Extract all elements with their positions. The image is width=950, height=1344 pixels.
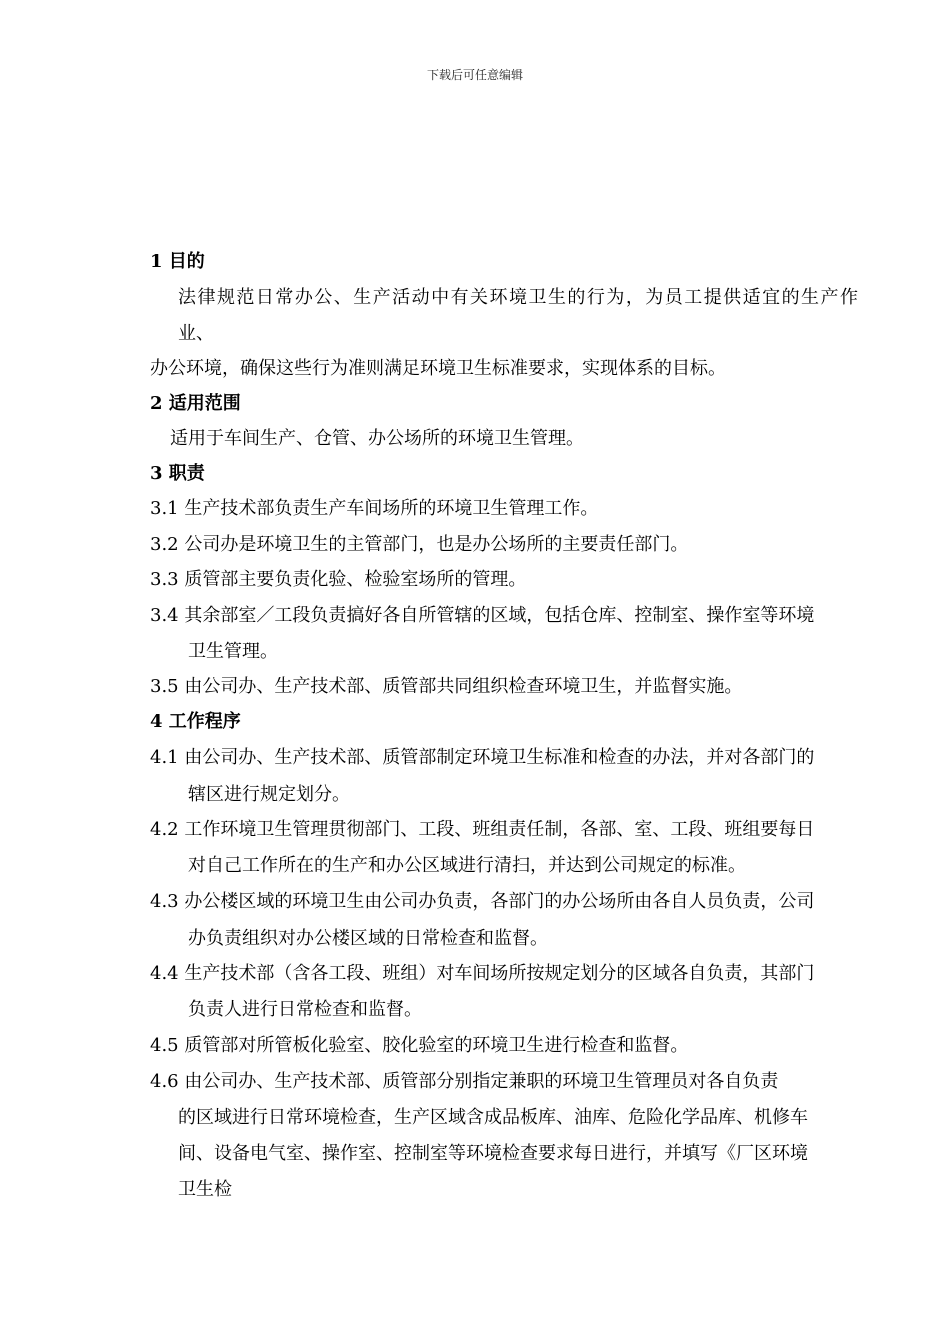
item-number: 3.3 — [150, 569, 179, 590]
list-item-continuation: 间、设备电气室、操作室、控制室等环境检查要求每日进行，并填写《厂区环境 — [178, 1143, 808, 1164]
list-item — [150, 818, 814, 842]
item-text: 质管部主要负责化验、检验室场所的管理。 — [184, 569, 527, 590]
section-heading-procedure: 4 工作程序 — [150, 711, 241, 732]
item-number: 4.5 — [150, 1035, 179, 1056]
section-heading-purpose: 1 目的 — [150, 251, 205, 272]
list-item-continuation: 负责人进行日常检查和监督。 — [188, 999, 422, 1020]
list-item — [150, 962, 814, 986]
list-item-continuation: 卫生检 — [178, 1179, 232, 1200]
list-item — [150, 568, 526, 592]
list-item — [150, 890, 814, 914]
section-heading-scope: 2 适用范围 — [150, 393, 241, 414]
list-item-continuation: 办负责组织对办公楼区域的日常检查和监督。 — [188, 928, 548, 949]
paragraph-line: 适用于车间生产、仓管、办公场所的环境卫生管理。 — [170, 428, 584, 449]
item-text: 公司办是环境卫生的主管部门，也是办公场所的主要责任部门。 — [184, 534, 689, 555]
list-item-continuation: 对自己工作所在的生产和办公区域进行清扫，并达到公司规定的标准。 — [188, 855, 746, 876]
item-number: 3.1 — [150, 498, 179, 519]
list-item — [150, 675, 742, 699]
item-number: 3.5 — [150, 676, 179, 697]
item-number: 4.6 — [150, 1071, 179, 1092]
paragraph-line: 办公环境，确保这些行为准则满足环境卫生标准要求，实现体系的目标。 — [150, 358, 726, 379]
paragraph-line: 业、 — [178, 323, 214, 344]
list-item-continuation: 卫生管理。 — [188, 641, 278, 662]
section-heading-responsibilities: 3 职责 — [150, 463, 205, 484]
item-text: 办公楼区域的环境卫生由公司办负责，各部门的办公场所由各自人员负责，公司 — [184, 891, 815, 912]
item-text: 由公司办、生产技术部、质管部共同组织检查环境卫生，并监督实施。 — [184, 676, 743, 697]
item-text: 生产技术部负责生产车间场所的环境卫生管理工作。 — [184, 498, 599, 519]
list-item-continuation: 辖区进行规定划分。 — [188, 784, 350, 805]
item-text: 由公司办、生产技术部、质管部制定环境卫生标准和检查的办法，并对各部门的 — [184, 747, 815, 768]
item-number: 4.1 — [150, 747, 179, 768]
item-number: 4.2 — [150, 819, 179, 840]
item-number: 3.4 — [150, 605, 179, 626]
item-text: 工作环境卫生管理贯彻部门、工段、班组责任制，各部、室、工段、班组要每日 — [184, 819, 815, 840]
list-item — [150, 533, 688, 557]
item-text: 生产技术部（含各工段、班组）对车间场所按规定划分的区域各自负责，其部门 — [184, 963, 815, 984]
header-note: 下载后可任意编辑 — [426, 68, 523, 82]
list-item — [150, 746, 814, 770]
list-item — [150, 604, 814, 628]
item-number: 4.3 — [150, 891, 179, 912]
item-number: 3.2 — [150, 534, 179, 555]
item-number: 4.4 — [150, 963, 179, 984]
list-item — [150, 1034, 688, 1058]
list-item-continuation: 的区域进行日常环境检查，生产区域含成品板库、油库、危险化学品库、机修车 — [178, 1107, 808, 1128]
item-text: 其余部室／工段负责搞好各自所管辖的区域，包括仓库、控制室、操作室等环境 — [184, 605, 815, 626]
list-item — [150, 1070, 778, 1094]
item-text: 质管部对所管板化验室、胶化验室的环境卫生进行检查和监督。 — [184, 1035, 689, 1056]
item-text: 由公司办、生产技术部、质管部分别指定兼职的环境卫生管理员对各自负责 — [184, 1071, 779, 1092]
list-item — [150, 497, 598, 521]
paragraph-line: 法律规范日常办公、生产活动中有关环境卫生的行为，为员工提供适宜的生产作 — [178, 287, 858, 308]
